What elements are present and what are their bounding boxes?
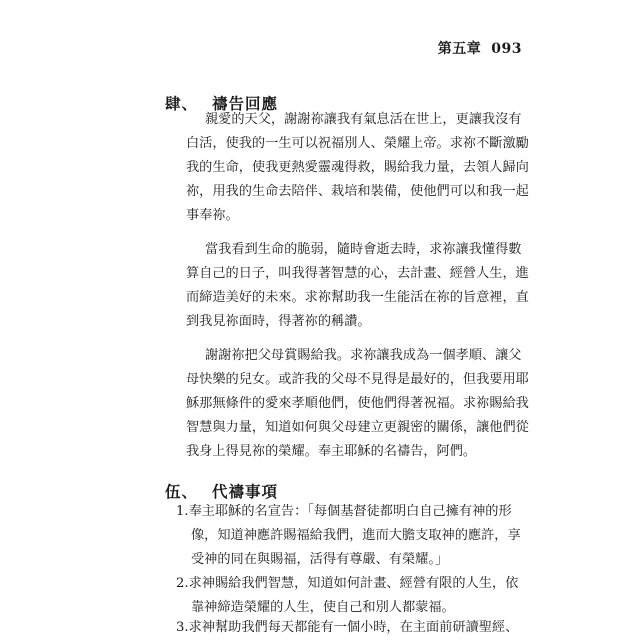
chapter-label: 第五章 bbox=[437, 41, 482, 57]
body-line: 事奉祢。 bbox=[186, 208, 239, 223]
body-line: 當我看到生命的脆弱，隨時會逝去時，求祢讓我懂得數 bbox=[205, 242, 522, 257]
section-heading-intercession bbox=[165, 480, 278, 502]
body-line: 謝謝祢把父母賞賜給我。求祢讓我成為一個孝順、讓父 bbox=[205, 348, 522, 363]
list-item-line: 受神的同在與賜福，活得有尊嚴、有榮耀。」 bbox=[191, 552, 449, 567]
body-line: 親愛的天父，謝謝祢讓我有氣息活在世上，更讓我沒有 bbox=[205, 112, 522, 127]
section-number: 伍、 bbox=[165, 482, 199, 501]
body-line: 算自己的日子，叫我得著智慧的心，去計畫、經營人生，進 bbox=[186, 266, 529, 281]
list-item-line: 靠神締造榮耀的人生，使自己和別人都蒙福。 bbox=[191, 600, 455, 615]
body-line: 而締造美好的未來。求祢幫助我一生能活在祢的旨意裡，直 bbox=[186, 290, 529, 305]
list-item-line: 2.求神賜給我們智慧，知道如何計畫、經營有限的人生，依 bbox=[176, 576, 519, 591]
body-line: 白活，使我的一生可以祝福別人、榮耀上帝。求祢不斷激勵 bbox=[186, 136, 529, 151]
section-title: 禱告回應 bbox=[212, 94, 279, 113]
body-line: 祢，用我的生命去陪伴、栽培和裝備，使他們可以和我一起 bbox=[186, 184, 529, 199]
list-item-line: 1.奉主耶穌的名宣告：「每個基督徒都明白自己擁有神的形 bbox=[176, 504, 512, 519]
body-line: 母快樂的兒女。或許我的父母不見得是最好的，但我要用耶 bbox=[186, 372, 529, 387]
running-header bbox=[438, 38, 522, 58]
body-line: 我身上得見祢的榮耀。奉主耶穌的名禱告，阿們。 bbox=[186, 444, 477, 459]
list-item-line: 3.求神幫助我們每天都能有一個小時，在主面前研讀聖經、 bbox=[176, 620, 519, 635]
body-line: 到我見祢面時，得著祢的稱讚。 bbox=[186, 314, 371, 329]
section-number: 肆、 bbox=[165, 94, 199, 113]
page-number: 093 bbox=[491, 41, 522, 57]
body-line: 穌那無條件的愛來孝順他們，使他們得著祝福。求祢賜給我 bbox=[186, 396, 529, 411]
section-title: 代禱事項 bbox=[212, 482, 279, 501]
list-item-line: 像，知道神應許賜福給我們，進而大膽支取神的應許，享 bbox=[191, 528, 521, 543]
body-line: 我的生命，使我更熱愛靈魂得救，賜給我力量，去領人歸向 bbox=[186, 160, 529, 175]
body-line: 智慧與力量，知道如何與父母建立更親密的關係，讓他們從 bbox=[186, 420, 529, 435]
